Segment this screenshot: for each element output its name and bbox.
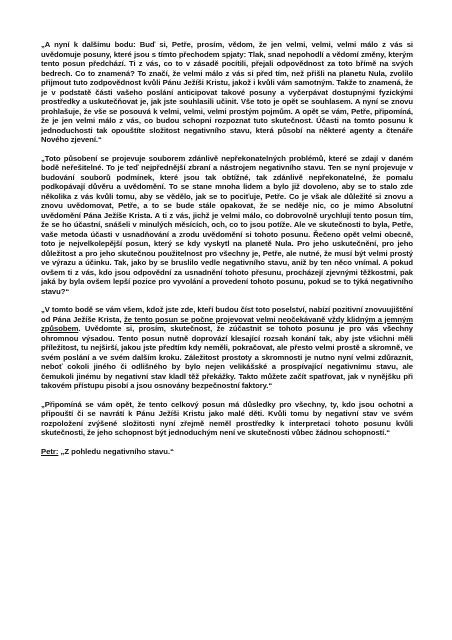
paragraph-2-text: „Toto působení se projevuje souborem zdánlivě nepřekonatelných problémů, které se zdají v daném bodě neřešitelné. To je teď nejpřednější zbraní a nástrojem negativního stavu. Ten se nyní projevuje v budování souborů podmínek, které jsou tak obtížné, tak zdánlivě nepřekonatelné, že pomalu podkopávají důvěru a uvědomění. To se stane mnoha lidem a bylo již dovoleno, aby se to stalo zde několika z vás kvůli tomu, aby se vědělo, jak se to pociťuje, Petře. Co je však ale důležité si znovu a znovu uvědomovat, Petře, a to se bude stále opakovat, že se neděje nic, co je mimo Absolutní uvědomění Pána Ježíše Krista. A ti z vás, jichž je velmi málo, co dobrovolně urychlují tento posun tím, že se ho účastní, snášeli v minulých měsících, och, co to jsou potíže. Ale ve skutečnosti to byla, Petře, vaše metoda účasti v usnadňování a zrodu uvědomění si tohoto posunu. Řečeno opět velmi obecně, toto je nejvelkolepější posun, který se kdy vyskytl na planetě Nula. Pro jeho uskutečnění, pro jeho důležitost a pro jeho skutečnou použitelnost pro všechny je, Petře, ale nutné, že musí být velmi prostý ve výrazu a účinku. Tak, jako by se bruslilo vedle negativního stavu, aniž by ten něco vnímal. A pokud ovšem ti z vás, kdo jsou odpovědní za usnadnění tohoto přesunu, procházejí zjevnými těžkostmi, pak jaká by byla ovšem lepší pozice pro vyvolání a provedení tohoto posunu, pokud se to týká negativního stavu?“: [41, 153, 413, 296]
paragraph-3-rest: . Uvědomte si, prosím, skutečnost, že zúčastnit se tohoto posunu je pro vás všechny ohromnou výsadou. Tento posun nutně doprovází klesající rozsah konání tak, aby jste všichni měli příležitost, tu nejširší, jakou jste předtím kdy neměli, pokračovat, ale přesto velmi prostě a skromně, ve svém poslání a ve svém dalším kroku. Záležitost prostoty a skromnosti je nutno nyní velmi zdůraznit, neboť cokoli jiného či odlišného by bylo nejen velikášské a prospívající negativnímu stavu, ale čemukoli jinému by negativní stav kladl těž překážky. Takto můžete začít spatřovat, jak v nynějšku při takovém přístupu pisobí a jsou osnovány bezpečnostní faktory.“: [41, 324, 413, 390]
paragraph-4: „Připomíná se vám opět, že tento celkový posun má důsledky pro všechny, ty, kdo jsou ochotni a připouští či se navrátí k Pánu Ježíši Kristu jako malé děti. Kvůli tomu by negativní stav ve svém rozpoložení zvýšené složitosti nyní zřejmě neměl prostředky k interpretaci tohoto posunu kvůli skutečnosti, že jeho schopnost být jednoduchým není ve skutečnosti vůbec žádnou schopností.“: [41, 399, 413, 437]
paragraph-2: [41, 154, 413, 297]
paragraph-3: [41, 305, 413, 391]
speaker-quote: „Z pohledu negativního stavu.“: [58, 446, 174, 456]
paragraph-3-intro: „V tomto bodě se vám všem, kdož jste zde, kteří budou číst toto poselství, nabízí pozitivní znovuujištění od Pána Ježíše Krista,: [41, 305, 413, 324]
document-page: [41, 40, 413, 456]
signoff-line: [41, 447, 413, 457]
paragraph-3-underlined-assurance: že tento posun se počne projevovat velmi neočekávaně vždy klidným a jemným způsobem: [41, 314, 413, 333]
paragraph-1: „A nyní k dalšímu bodu: Buď si, Petře, prosím, vědom, že jen velmi, velmi, velmi málo z vás si uvědomuje posuny, které jsou s tímto přechodem spjaty: Tlak, snad nepohodlí a vědomí změny, kterým tento posun předchází. Ti z vás, co to v zásadě pocítili, přejali odpovědnost za toto břímě na svých bedrech. Co to znamená? To značí, že velmi málo z vás si před tím, než přišli na planetu Nula, zvolilo přijmout tuto zodpovědnost kvůli Pánu Ježíši Kristu, jakož i kvůli vám samotným. Takže to znamená, že je v podstatě části vašeho poslání anticipovat takové posuny a vyčerpávat dostupnými fyzickými prostředky a uskutečňovat je, jak jste souhlasili učinit. Vše toto je opět se souhlasem. A nyní se znovu prohlašuje, že vše se posouvá k velmi, velmi, velmi prostým pojmům. A opět se vám, Petře, připomíná, že je jen velmi málo z vás, co budou schopni rozpoznat tuto skutečnost. Účasti na tomto posunu k jednoduchosti tak opouštíte složitost negativního stavu, která působí na některé agenty a čtenáře Nového zjevení.“: [41, 40, 413, 144]
speaker-name: Petr:: [41, 446, 59, 456]
